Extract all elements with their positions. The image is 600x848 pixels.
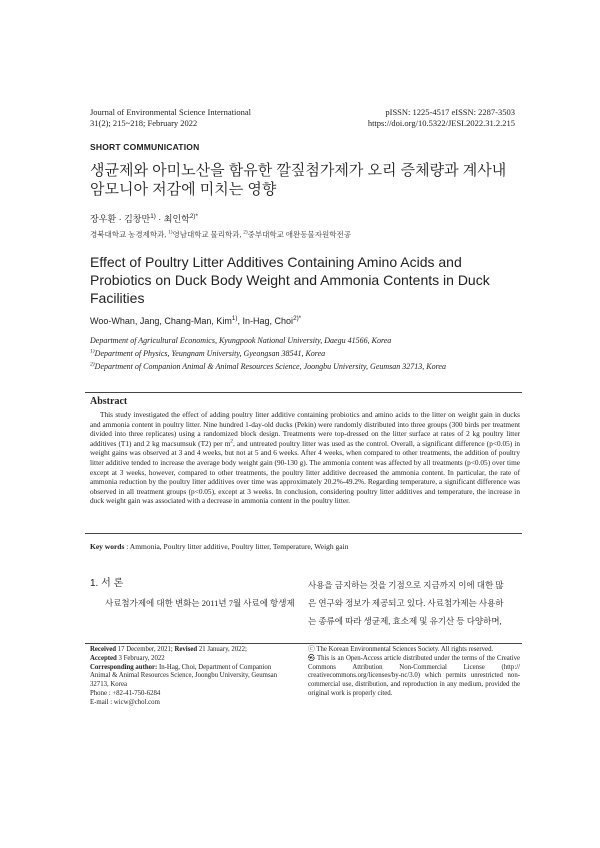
corresponding-label: Corresponding author: [90,663,158,671]
title-korean [90,161,520,199]
title-english-line: Effect of Poultry Litter Additives Containing Amino Acids and [90,254,462,270]
journal-issue: 31(2); 215~218; February 2022 [90,118,198,128]
body-line: 사용을 금지하는 것을 기점으로 지금까지 이에 대한 많 [308,580,504,590]
author-name: 김창만 [124,214,151,224]
corresponding-text: In-Hag, Choi, Department of Companion Animal & Animal Resources Science, Joongbu University, Geumsan 32713, Korea [90,663,278,689]
abstract-text: , and untreated poultry litter was used as the control. Overall, a significant difference (p<0.05) in weight gains was observed at 3 and 4 weeks, but not at 5 and 6 weeks. After 4 weeks, when compared to other treatments, the addition of poultry litter additive tended to increase the average body weight gain (90-130 g). The ammonia content was affected by all treatments (p<0.05) over time except at 3 weeks, however, compared to other treatments, the poultry litter additive decreased the ammonia content. In particular, the rate of ammonia reduction by the poultry litter additives over time was approximately 20.2%-49.2%. Regarding temperature, a significant difference was observed in all treatment groups (p<0.05), except at 3 weeks. In conclusion, considering poultry litter additives and temperature, the increase in duck weight gain was associated with a decrease in ammonia content in the poultry litter. [90,438,520,506]
license-text: ㉿ This is an Open-Access article distributed under the terms of the Creative Commons Attribution Non-Commercial License (http:// creativecommons.org/licenses/by-nc/3.0) which permits unrestricted non-commercial use, distribution, and reproduction in any medium, provided the original work is properly cited. [308,654,520,697]
affiliation-mark: 1) [150,213,156,220]
affiliation-mark: 1) [168,229,173,236]
history-dates [90,646,290,655]
affiliation-text: Department of Physics, Yeungnam University, Gyeongsan 38541, Korea [94,349,326,358]
author-separator: , [237,316,243,326]
affiliation-text: 영남대학교 물리학과, [172,230,244,239]
affiliation-line: Department of Agricultural Economics, Kyungpook National University, Daegu 41566, Korea [90,336,392,345]
doi-link[interactable]: https://doi.org/10.5322/JESI.2022.31.2.215 [367,118,515,128]
affiliation-text: 중부대학교 애완동물자원학전공 [247,230,351,239]
issn: pISSN: 1225-4517 eISSN: 2287-3503 [385,107,515,117]
affiliation-mark: 2) [90,361,95,368]
revised-date: 21 January, 2022; [197,646,247,653]
title-english-line: Probiotics on Duck Body Weight and Ammonia Contents in Duck [90,272,490,288]
affiliation-mark: 2)* [189,213,198,220]
author-separator: · [155,214,164,224]
author-name: Woo-Whan, Jang, [90,316,165,326]
abstract-text: This study investigated the effect of adding poultry litter additive containing probiotics and amino acids to the litter on weight gain in ducks and ammonia content in poultry litter. Nine hundred 1-day-old ducks (Pekin) were randomly distributed into three groups (300 birds per treatment divided into three replicates) using a randomized block design. Treatments were top-dressed on the litter surface at rates of 2 kg poultry litter additives (T1) and 2 kg macsumsuk (T2) per m [90,410,520,448]
affiliation-line [90,360,446,373]
authors-english [90,316,301,326]
received-label: Received [90,646,117,653]
accepted-date-line [90,655,290,664]
corresponding-author [90,664,290,690]
revised-label: Revised [174,646,198,653]
abstract-body [90,410,520,506]
journal-identifiers [368,107,515,129]
title-korean-line: 암모니아 저감에 미치는 영향 [90,181,277,198]
abstract-heading: Abstract [90,396,128,407]
journal-name: Journal of Environmental Science International [90,107,251,117]
affiliation-text: Department of Companion Animal & Animal Resources Science, Joongbu University, Geumsan 32713, Korea [94,362,446,371]
footer-divider [85,643,522,644]
affiliation-mark: 2)* [293,315,302,322]
author-name: Chang-Man, Kim [164,316,232,326]
affiliation-mark: 2) [243,229,248,236]
received-date: 17 December, 2021; [116,646,175,653]
body-text-right [308,576,523,630]
affiliation-mark: 1) [231,315,238,322]
affiliation-line [90,347,446,360]
accepted-label: Accepted [90,654,117,662]
keywords [90,542,520,551]
copyright: ⓒ The Korean Environmental Sciences Society. All rights reserved. [308,646,494,653]
affiliation-text: 경북대학교 농경제학과, [90,230,169,239]
body-line: 은 연구와 정보가 제공되고 있다. 사료첨가제는 사용하 [308,598,504,608]
section-heading: 1. 서 론 [90,578,124,589]
body-text-left: 사료첨가제에 대한 변화는 2011년 7월 사료에 항생제 [105,598,295,608]
affiliations-english [90,334,446,373]
title-english-line: Facilities [90,290,145,306]
accepted-date: 3 February, 2022 [116,654,165,662]
superscript: 2 [230,438,233,445]
author-name: In-Hag, Choi [242,316,294,326]
affiliations-korean [90,229,351,240]
title-korean-line: 생균제와 아미노산을 함유한 깔짚첨가제가 오리 증체량과 계사내 [90,162,507,179]
email: E-mail : wicw@chol.com [90,698,160,706]
author-separator: · [116,214,125,224]
author-name: 최인학 [163,214,190,224]
title-english [90,253,520,307]
body-line: 는 종류에 따라 생균제, 효소제 및 유기산 등 다양하며, [308,616,502,626]
keywords-label: Key words [90,542,125,551]
license-notice [308,646,520,699]
journal-citation [90,107,251,129]
keywords-list: : Ammonia, Poultry litter additive, Poultry litter, Temperature, Weigh gain [124,542,349,551]
phone: Phone : +82-41-750-6284 [90,689,161,697]
affiliation-mark: 1) [90,348,95,355]
article-type: SHORT COMMUNICATION [90,142,200,152]
authors-korean [90,212,198,225]
author-name: 장우환 [90,214,117,224]
article-history [90,646,290,708]
